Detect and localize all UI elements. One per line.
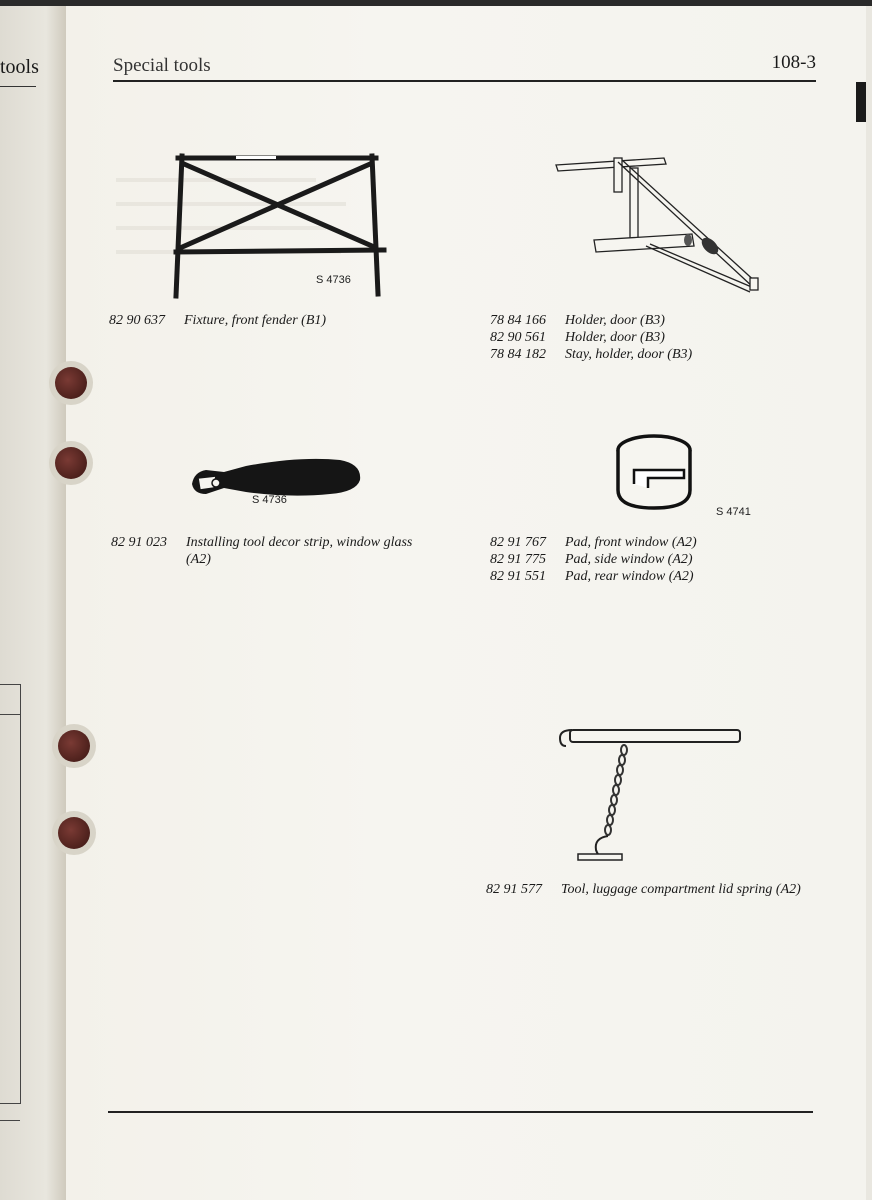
fender-fixture-figure [166,150,396,300]
part-description: Stay, holder, door (B3) [565,347,693,362]
fender-fixture-drawing [166,150,396,300]
caption-lid-spring-tool [486,881,816,898]
pad-figure [614,432,764,518]
left-page-table-rule [0,714,20,715]
part-number: 82 90 637 [109,313,165,328]
left-page-edge [0,6,66,1200]
part-number: 82 91 023 [111,535,167,550]
part-row [490,346,810,363]
manual-page [66,6,866,1200]
part-row [486,881,816,898]
thumb-index-tab [856,82,866,122]
part-row [109,312,429,329]
footer-rule [108,1111,813,1113]
part-row [490,329,810,346]
part-description: Pad, front window (A2) [565,535,697,550]
installing-tool-drawing [190,454,370,514]
part-row [490,534,810,551]
binder-hole [58,730,90,762]
part-number: 82 91 775 [490,552,546,567]
left-page-header-rule [0,86,36,87]
page-title: Special tools [113,55,211,76]
part-row [490,568,810,585]
installing-tool-figure [190,454,370,514]
caption-installing-tool [111,534,431,568]
part-number: 78 84 182 [490,347,546,362]
left-page-footer-rule [0,1120,20,1121]
part-description: Holder, door (B3) [565,313,665,328]
caption-fender-fixture [109,312,429,329]
part-number: 82 90 561 [490,330,546,345]
door-holder-figure [554,150,774,300]
lid-spring-tool-drawing [556,722,746,872]
part-number: 82 91 577 [486,882,542,897]
part-number: 82 91 551 [490,569,546,584]
lid-spring-tool-figure [556,722,746,872]
page-number: 108-3 [771,52,816,73]
installing-tool-ref: S 4736 [252,494,287,506]
part-row [490,551,810,568]
part-description: Installing tool decor strip, window glass (A2) [186,535,413,567]
part-number: 78 84 166 [490,313,546,328]
part-description: Pad, side window (A2) [565,552,693,567]
binder-hole [55,367,87,399]
left-page-header-fragment: tools [0,56,39,78]
part-description: Holder, door (B3) [565,330,665,345]
part-description: Tool, luggage compartment lid spring (A2) [561,882,801,897]
binder-hole [55,447,87,479]
binder-hole [58,817,90,849]
pad-drawing [614,432,764,518]
fender-fixture-ref: S 4736 [316,274,351,286]
left-page-table-box [0,684,21,1104]
caption-pads [490,534,810,585]
door-holder-drawing [554,150,774,300]
part-row [111,534,431,568]
part-description: Pad, rear window (A2) [565,569,694,584]
part-number: 82 91 767 [490,535,546,550]
part-row [490,312,810,329]
pad-ref: S 4741 [716,506,751,518]
header-rule [113,80,816,82]
caption-door-holder [490,312,810,363]
part-description: Fixture, front fender (B1) [184,313,327,328]
